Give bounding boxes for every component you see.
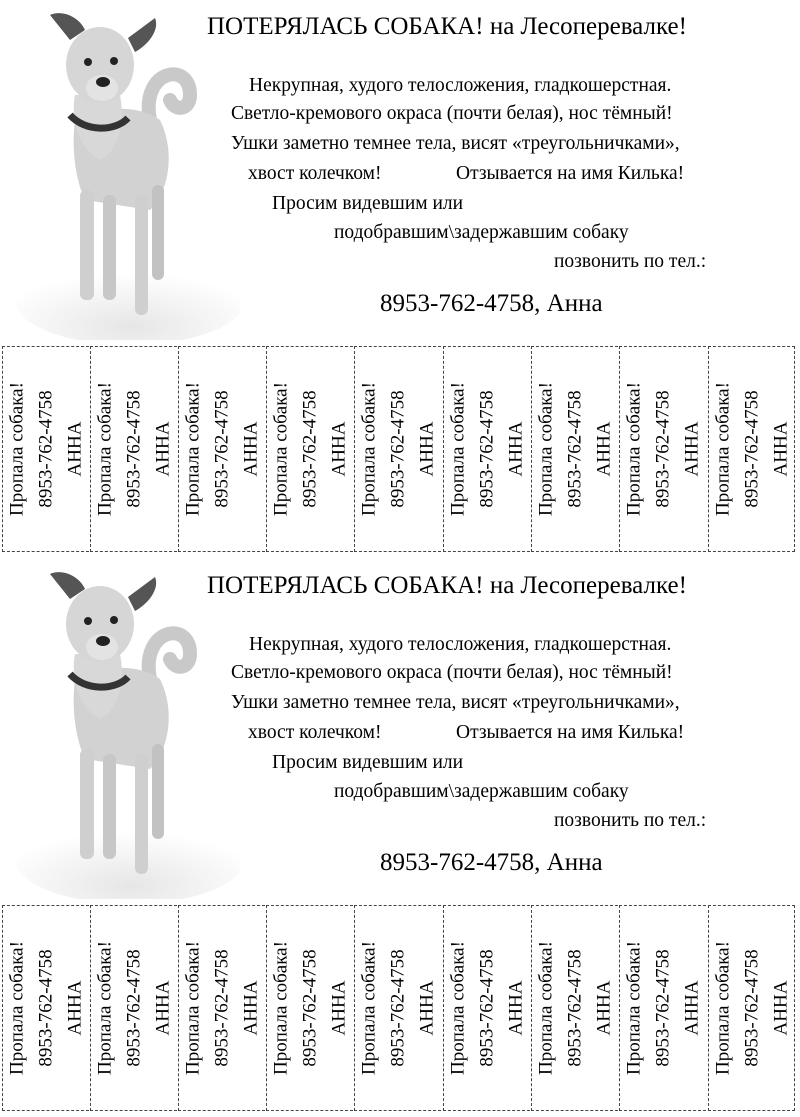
description-line-6: Просим видевшим или (272, 193, 464, 214)
tab-title: Пропала собака! (447, 941, 469, 1075)
tear-off-tab[interactable] (531, 346, 618, 552)
tab-name: АННА (416, 421, 438, 477)
tear-off-tab[interactable] (266, 346, 353, 552)
description-line-1: Некрупная, худого телосложения, гладкошерстная. (249, 634, 672, 655)
tab-phone: 8953-762-4758 (564, 390, 586, 508)
contact-phone: 8953-762-4758, Анна (380, 849, 603, 876)
tear-off-tab[interactable] (354, 905, 441, 1111)
tab-name: АННА (240, 421, 262, 477)
tab-phone: 8953-762-4758 (299, 949, 321, 1067)
tab-phone: 8953-762-4758 (476, 390, 498, 508)
tear-off-tab[interactable] (443, 905, 530, 1111)
description-line-4: хвост колечком! (248, 722, 382, 743)
tab-name: АННА (328, 421, 350, 477)
tear-off-tab[interactable] (619, 905, 706, 1111)
description-line-2: Светло-кремового окраса (почти белая), нос тёмный! (231, 103, 673, 124)
tear-off-tab[interactable] (90, 905, 177, 1111)
tab-name: АННА (64, 980, 86, 1036)
tear-off-tab[interactable] (2, 346, 89, 552)
tear-off-tab[interactable] (708, 346, 795, 552)
tab-name: АННА (770, 980, 791, 1036)
tab-name: АННА (505, 421, 527, 477)
tab-phone: 8953-762-4758 (741, 390, 762, 508)
tab-phone: 8953-762-4758 (299, 390, 321, 508)
description-line-5: Отзывается на имя Килька! (456, 163, 685, 184)
tab-title: Пропала собака! (182, 941, 204, 1075)
tab-title: Пропала собака! (623, 382, 645, 516)
tab-title: Пропала собака! (182, 382, 204, 516)
tear-off-tab[interactable] (2, 905, 89, 1111)
tab-name: АННА (681, 980, 703, 1036)
tab-name: АННА (593, 421, 615, 477)
tear-off-tab[interactable] (619, 346, 706, 552)
tab-title: Пропала собака! (535, 941, 557, 1075)
tear-off-tab[interactable] (90, 346, 177, 552)
dog-photo-icon (0, 0, 240, 340)
tab-phone: 8953-762-4758 (652, 949, 674, 1067)
description-line-2: Светло-кремового окраса (почти белая), нос тёмный! (231, 662, 673, 683)
tab-phone: 8953-762-4758 (211, 949, 233, 1067)
tab-title: Пропала собака! (712, 382, 733, 516)
tab-title: Пропала собака! (712, 941, 733, 1075)
flyer-top (0, 0, 800, 558)
tear-off-tab[interactable] (708, 905, 795, 1111)
tear-off-tabs (2, 905, 798, 1115)
tab-name: АННА (152, 980, 174, 1036)
tab-title: Пропала собака! (535, 382, 557, 516)
tab-title: Пропала собака! (6, 941, 28, 1075)
tab-phone: 8953-762-4758 (652, 390, 674, 508)
tab-phone: 8953-762-4758 (387, 949, 409, 1067)
tab-name: АННА (416, 980, 438, 1036)
tab-name: АННА (681, 421, 703, 477)
tab-phone: 8953-762-4758 (387, 390, 409, 508)
tab-phone: 8953-762-4758 (564, 949, 586, 1067)
tab-title: Пропала собака! (94, 941, 116, 1075)
description-line-8: позвонить по тел.: (554, 251, 707, 272)
description-line-5: Отзывается на имя Килька! (456, 722, 685, 743)
description-line-4: хвост колечком! (248, 163, 382, 184)
tab-title: Пропала собака! (270, 941, 292, 1075)
tab-title: Пропала собака! (6, 382, 28, 516)
tear-off-tab[interactable] (531, 905, 618, 1111)
tab-name: АННА (593, 980, 615, 1036)
description-line-1: Некрупная, худого телосложения, гладкошерстная. (249, 75, 672, 96)
flyer-title: ПОТЕРЯЛАСЬ СОБАКА! на Лесоперевалке! (207, 572, 687, 599)
tear-off-tab[interactable] (178, 905, 265, 1111)
tab-name: АННА (328, 980, 350, 1036)
tab-name: АННА (64, 421, 86, 477)
tab-title: Пропала собака! (94, 382, 116, 516)
tear-off-tabs (2, 346, 798, 556)
tab-phone: 8953-762-4758 (476, 949, 498, 1067)
dog-photo-icon (0, 559, 240, 899)
flyer-title: ПОТЕРЯЛАСЬ СОБАКА! на Лесоперевалке! (207, 13, 687, 40)
description-line-6: Просим видевшим или (272, 752, 464, 773)
tab-title: Пропала собака! (358, 941, 380, 1075)
tab-phone: 8953-762-4758 (123, 390, 145, 508)
tab-phone: 8953-762-4758 (123, 949, 145, 1067)
description-line-7: подобравшим\задержавшим собаку (334, 781, 629, 802)
tab-phone: 8953-762-4758 (741, 949, 762, 1067)
tab-title: Пропала собака! (447, 382, 469, 516)
tab-phone: 8953-762-4758 (35, 949, 57, 1067)
description-line-8: позвонить по тел.: (554, 810, 707, 831)
tear-off-tab[interactable] (354, 346, 441, 552)
tab-name: АННА (240, 980, 262, 1036)
tab-phone: 8953-762-4758 (211, 390, 233, 508)
tab-phone: 8953-762-4758 (35, 390, 57, 508)
description-line-3: Ушки заметно темнее тела, висят «треугольничками», (231, 692, 680, 713)
tab-title: Пропала собака! (358, 382, 380, 516)
tear-off-tab[interactable] (266, 905, 353, 1111)
tab-title: Пропала собака! (623, 941, 645, 1075)
tab-name: АННА (770, 421, 791, 477)
description-line-3: Ушки заметно темнее тела, висят «треугольничками», (231, 133, 680, 154)
tab-name: АННА (152, 421, 174, 477)
contact-phone: 8953-762-4758, Анна (380, 290, 603, 317)
tear-off-tab[interactable] (443, 346, 530, 552)
description-line-7: подобравшим\задержавшим собаку (334, 222, 629, 243)
flyer-bottom (0, 559, 800, 1117)
tab-title: Пропала собака! (270, 382, 292, 516)
tear-off-tab[interactable] (178, 346, 265, 552)
tab-name: АННА (505, 980, 527, 1036)
